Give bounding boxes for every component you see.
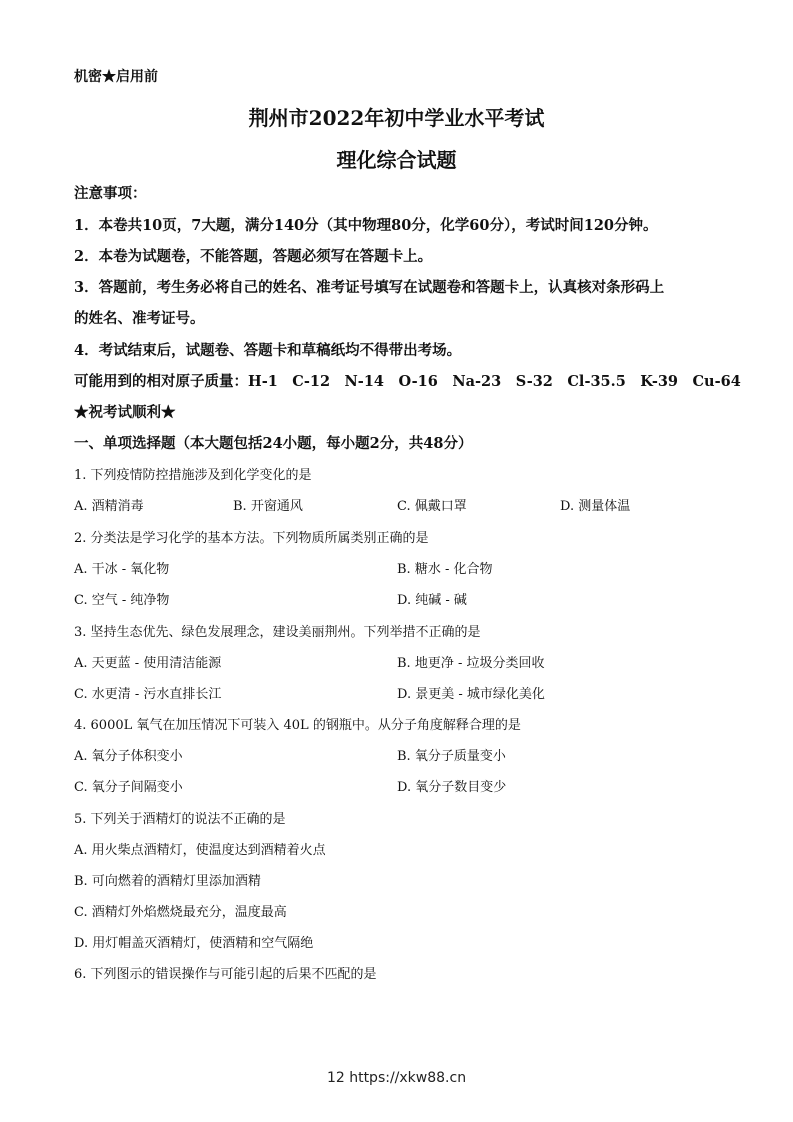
question-1-option-d: D. 测量体温 <box>560 499 631 514</box>
atomic-masses: 可能用到的相对原子质量：H-1 C-12 N-14 O-16 Na-23 S-32 Cl-35.5 K-39 Cu-64 <box>74 373 741 390</box>
notice-item-3-cont: 的姓名、准考证号。 <box>74 310 205 327</box>
question-5-option-a: A. 用火柴点酒精灯，使温度达到酒精着火点 <box>74 843 326 858</box>
question-5-option-d: D. 用灯帽盖灭酒精灯，使酒精和空气隔绝 <box>74 936 314 951</box>
section-heading: 一、单项选择题（本大题包括24小题，每小题2分，共48分） <box>74 435 473 452</box>
question-3-option-b: B. 地更净 - 垃圾分类回收 <box>397 656 545 671</box>
question-1-stem: 1. 下列疫情防控措施涉及到化学变化的是 <box>74 468 312 483</box>
question-3-option-d: D. 景更美 - 城市绿化美化 <box>397 687 545 702</box>
notice-item-2: 2．本卷为试题卷，不能答题，答题必须写在答题卡上。 <box>74 248 433 265</box>
question-3-stem: 3. 坚持生态优先、绿色发展理念，建设美丽荆州。下列举措不正确的是 <box>74 625 481 640</box>
notice-item-4: 4．考试结束后，试题卷、答题卡和草稿纸均不得带出考场。 <box>74 342 462 359</box>
page-footer: 12 https://xkw88.cn <box>326 1070 467 1086</box>
question-4-stem: 4. 6000L 氧气在加压情况下可装入 40L 的钢瓶中。从分子角度解释合理的是 <box>74 718 521 733</box>
question-1-option-a: A. 酒精消毒 <box>74 499 144 514</box>
notice-item-3: 3．答题前，考生务必将自己的姓名、准考证号填写在试题卷和答题卡上，认真核对条形码上 <box>74 279 665 296</box>
good-luck-line: ★祝考试顺利★ <box>74 404 176 421</box>
question-2-stem: 2. 分类法是学习化学的基本方法。下列物质所属类别正确的是 <box>74 531 429 546</box>
question-3-option-a: A. 天更蓝 - 使用清洁能源 <box>74 656 222 671</box>
question-5-option-c: C. 酒精灯外焰燃烧最充分，温度最高 <box>74 905 287 920</box>
question-2-option-d: D. 纯碱 - 碱 <box>397 593 467 608</box>
question-2-option-b: B. 糖水 - 化合物 <box>397 562 493 577</box>
notice-heading: 注意事项： <box>74 185 147 202</box>
question-4-option-a: A. 氧分子体积变小 <box>74 749 183 764</box>
question-6-stem: 6. 下列图示的错误操作与可能引起的后果不匹配的是 <box>74 967 377 982</box>
question-4-option-d: D. 氧分子数目变少 <box>397 780 507 795</box>
exam-title: 荆州市2022年初中学业水平考试 <box>248 106 545 130</box>
question-1-option-b: B. 开窗通风 <box>233 499 303 514</box>
question-5-option-b: B. 可向燃着的酒精灯里添加酒精 <box>74 874 261 889</box>
question-5-stem: 5. 下列关于酒精灯的说法不正确的是 <box>74 812 286 827</box>
notice-item-1: 1．本卷共10页，7大题，满分140分（其中物理80分，化学60分），考试时间120分钟。 <box>74 217 658 234</box>
question-4-option-c: C. 氧分子间隔变小 <box>74 780 183 795</box>
exam-subtitle: 理化综合试题 <box>336 148 457 172</box>
confidential-label: 机密★启用前 <box>74 69 158 85</box>
question-1-option-c: C. 佩戴口罩 <box>397 499 467 514</box>
question-2-option-a: A. 干冰 - 氧化物 <box>74 562 170 577</box>
question-4-option-b: B. 氧分子质量变小 <box>397 749 506 764</box>
question-2-option-c: C. 空气 - 纯净物 <box>74 593 170 608</box>
question-3-option-c: C. 水更清 - 污水直排长江 <box>74 687 222 702</box>
